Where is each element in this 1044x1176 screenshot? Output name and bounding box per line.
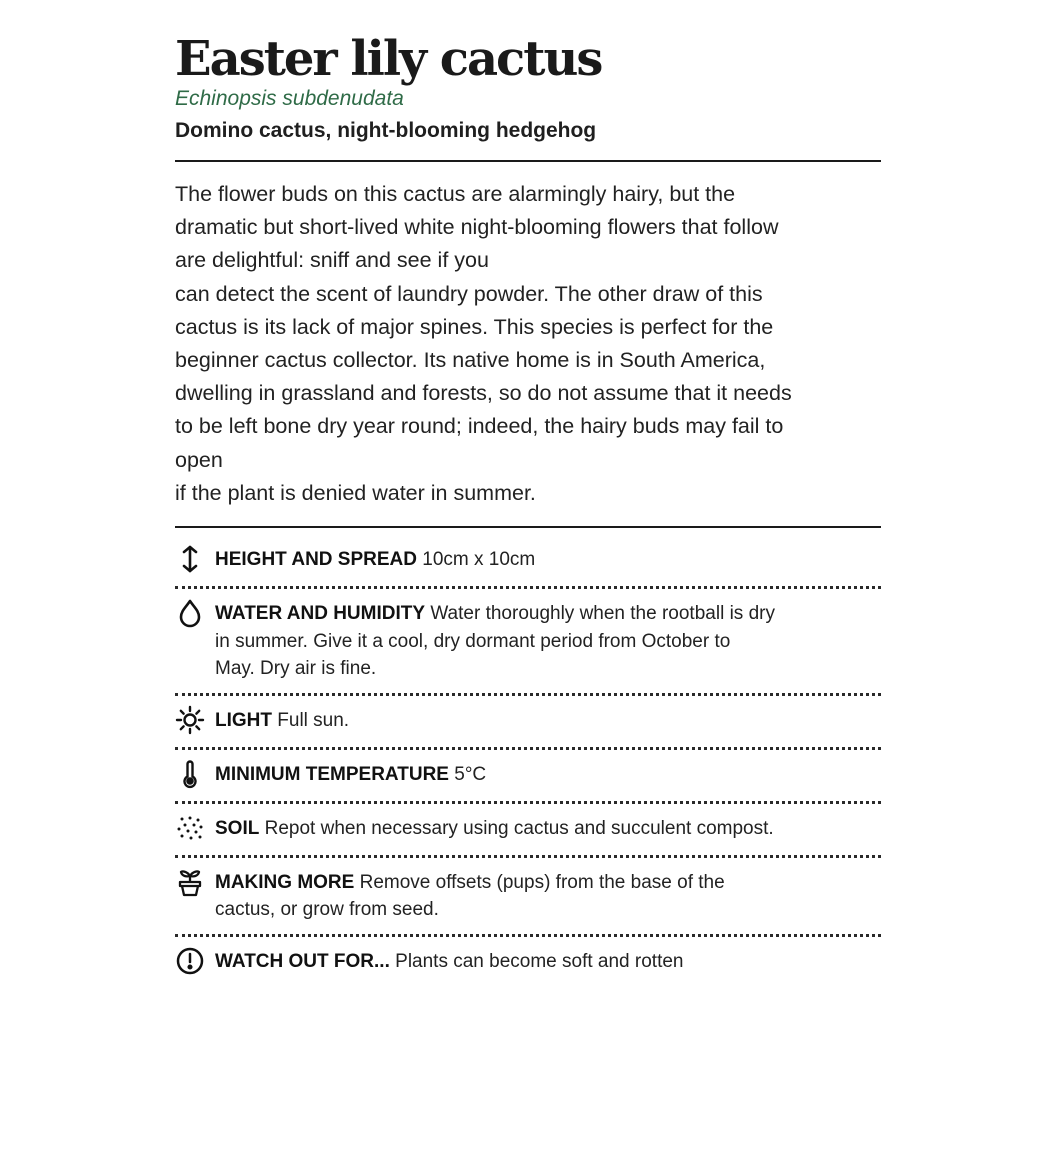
fact-value: Repot when necessary using cactus and succulent compost. (264, 817, 774, 839)
facts-divider (175, 526, 881, 528)
fact-label: LIGHT (215, 709, 272, 731)
arrow-updown-icon (175, 544, 207, 576)
fact-height-spread (175, 536, 881, 589)
page-title: Easter lily cactus (175, 31, 602, 87)
header-divider (175, 160, 881, 162)
common-names: Domino cactus, night-blooming hedgehog (175, 119, 597, 142)
water-drop-icon (175, 598, 207, 630)
description-line: to be left bone dry year round; indeed, the hairy buds may fail to (175, 414, 784, 439)
fact-soil (175, 804, 881, 858)
fact-label: MAKING MORE (215, 871, 355, 893)
fact-watch-out-for (175, 937, 881, 984)
fact-value: Plants can become soft and rotten (395, 950, 684, 972)
fact-making-more (175, 858, 881, 937)
fact-value: Water thoroughly when the rootball is dry in summer. Give it a cool, dry dormant period from October to May. Dry air is fine. (215, 603, 775, 680)
thermometer-icon (175, 759, 207, 791)
fact-label: WATER AND HUMIDITY (215, 603, 426, 625)
description-line: dramatic but short-lived white night-blooming flowers that follow (175, 215, 779, 240)
fact-water-humidity (175, 589, 881, 696)
description-paragraph (175, 178, 881, 510)
sun-icon (175, 705, 207, 737)
description-line: can detect the scent of laundry powder. The other draw of this (175, 281, 763, 306)
fact-label: WATCH OUT FOR... (215, 950, 390, 972)
description-line: beginner cactus collector. Its native home is in South America, (175, 348, 766, 373)
fact-value: 10cm x 10cm (422, 549, 536, 571)
description-line: if the plant is denied water in summer. (175, 480, 536, 505)
alert-circle-icon (175, 946, 207, 978)
plant-profile (175, 30, 881, 984)
fact-label: HEIGHT AND SPREAD (215, 549, 417, 571)
description-line: cactus is its lack of major spines. This species is perfect for the (175, 314, 774, 339)
fact-value: Remove offsets (pups) from the base of the cactus, or grow from seed. (215, 871, 725, 921)
fact-value: 5°C (454, 763, 487, 785)
fact-light (175, 696, 881, 750)
facts-list (175, 536, 881, 984)
fact-label: MINIMUM TEMPERATURE (215, 763, 449, 785)
description-line: open (175, 447, 223, 472)
fact-value: Full sun. (277, 709, 350, 731)
soil-dots-icon (175, 813, 207, 845)
description-line: are delightful: sniff and see if you (175, 248, 489, 273)
fact-minimum-temperature (175, 750, 881, 804)
description-line: The flower buds on this cactus are alarmingly hairy, but the (175, 182, 736, 206)
fact-label: SOIL (215, 817, 260, 839)
latin-name: Echinopsis subdenudata (175, 87, 404, 110)
potted-plant-icon (175, 867, 207, 899)
description-line: dwelling in grassland and forests, so do not assume that it needs (175, 381, 792, 406)
